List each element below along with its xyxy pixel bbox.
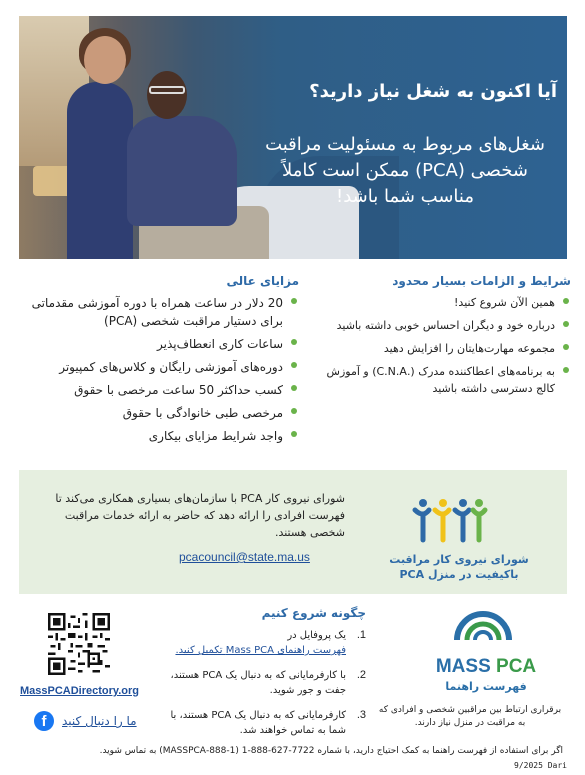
hero-subtitle: شغل‌های مربوط به مسئولیت مراقبت شخصی (PCA) ممکن است کاملاً مناسب شما باشد! bbox=[265, 134, 545, 207]
hero-banner bbox=[19, 16, 567, 259]
council-email-link[interactable]: pcacouncil@state.ma.us bbox=[179, 550, 310, 564]
hero-photo-lamp bbox=[33, 166, 71, 196]
mass-pca-subtitle: فهرست راهنما bbox=[445, 680, 527, 693]
bullet-icon bbox=[291, 339, 297, 345]
hero-photo-glasses bbox=[149, 86, 185, 94]
mass-pca-description: برقراری ارتباط بین مراقبین شخصی و افرادی که به مراقبت در منزل نیاز دارند. bbox=[378, 705, 562, 728]
bullet-icon bbox=[563, 367, 569, 373]
help-phone-note: اگر برای استفاده از فهرست راهنما به کمک احتیاج دارید، با شماره 7722-627-888-1 (1-888-MASSPCA) به تماس شوید. bbox=[99, 746, 563, 756]
list-item: همین الآن شروع کنید! bbox=[315, 294, 571, 311]
hero-title: آیا اکنون به شغل نیاز دارید؟ bbox=[309, 81, 557, 102]
bullet-icon bbox=[291, 298, 297, 304]
steps-heading: چگونه شروع کنیم bbox=[261, 606, 366, 620]
facebook-icon[interactable]: f bbox=[34, 711, 54, 731]
bullet-icon bbox=[291, 431, 297, 437]
list-item: به برنامه‌های اعطاکننده مدرک (.C.N.A) و آموزش کالج دسترسی داشته باشید bbox=[315, 363, 571, 397]
list-item: کسب حداکثر 50 ساعت مرخصی با حقوق bbox=[21, 381, 299, 399]
list-item: 2. با کارفرمایانی که به دنبال یک PCA هستند، جفت و جور شوید. bbox=[170, 669, 366, 696]
directory-website-link[interactable]: MassPCADirectory.org bbox=[20, 685, 139, 697]
benefits-heading: مزایای عالی bbox=[226, 274, 299, 288]
benefits-list bbox=[21, 294, 299, 445]
hero-photo-caregiver-face bbox=[84, 36, 126, 84]
facebook-follow[interactable] bbox=[34, 711, 137, 731]
list-item: ساعات کاری انعطاف‌پذیر bbox=[21, 335, 299, 353]
list-item: دوره‌های آموزشی رایگان و کلاس‌های کمپیوتر bbox=[21, 358, 299, 376]
council-people-icon bbox=[409, 496, 489, 548]
qr-code-icon[interactable] bbox=[48, 613, 110, 675]
list-item: درباره خود و دیگران احساس خوبی داشته باشید bbox=[315, 317, 571, 334]
bullet-icon bbox=[563, 344, 569, 350]
list-item: واجد شرایط مزایای بیکاری bbox=[21, 427, 299, 445]
bullet-icon bbox=[291, 408, 297, 414]
hero-photo-patient bbox=[127, 116, 237, 226]
steps-list bbox=[160, 628, 366, 738]
hero-photo-patient-face bbox=[147, 71, 187, 119]
list-item: مجموعه مهارت‌هایتان را افزایش دهید bbox=[315, 340, 571, 357]
mass-pca-logo-icon bbox=[447, 600, 519, 650]
bullet-icon bbox=[291, 362, 297, 368]
list-item: 1. یک پروفایل در فهرست راهنمای Mass PCA تکمیل کنید. bbox=[175, 629, 366, 656]
bullet-icon bbox=[291, 385, 297, 391]
hero-photo-caregiver bbox=[67, 82, 133, 259]
step-number: 1. bbox=[356, 629, 366, 641]
council-description: شورای نیروی کار PCA با سازمان‌های بسیاری همکاری می‌کند تا فهرست افرادی را ارائه دهد که حاضر به ارائه خدمات مراقبت شخصی هستند. bbox=[55, 492, 345, 539]
requirements-section bbox=[315, 274, 571, 403]
bullet-icon bbox=[563, 321, 569, 327]
requirements-list bbox=[315, 294, 571, 397]
council-name: شورای نیروی کار مراقبت باکیفیت در منزل PCA bbox=[389, 553, 529, 581]
requirements-heading: شرایط و الزامات بسیار محدود bbox=[392, 274, 571, 288]
mass-pca-title: MASS PCA bbox=[435, 656, 537, 677]
bullet-icon bbox=[563, 298, 569, 304]
facebook-follow-label[interactable]: ما را دنبال کنید bbox=[62, 714, 137, 728]
benefits-section bbox=[21, 274, 299, 450]
step-number: 3. bbox=[356, 709, 366, 721]
council-band bbox=[19, 470, 567, 594]
directory-profile-link[interactable]: فهرست راهنمای Mass PCA تکمیل کنید. bbox=[175, 645, 346, 656]
list-item: مرخصی طبی خانوادگی با حقوق bbox=[21, 404, 299, 422]
how-to-start-section bbox=[160, 606, 366, 748]
list-item: 20 دلار در ساعت همراه با دوره آموزشی مقدماتی برای دستیار مراقبت شخصی (PCA) bbox=[21, 294, 299, 330]
step-number: 2. bbox=[356, 669, 366, 681]
document-code: 9/2025 Dari bbox=[514, 761, 567, 770]
list-item: 3. کارفرمایانی که به دنبال یک PCA هستند، با شما به تماس خواهند شد. bbox=[170, 709, 366, 736]
